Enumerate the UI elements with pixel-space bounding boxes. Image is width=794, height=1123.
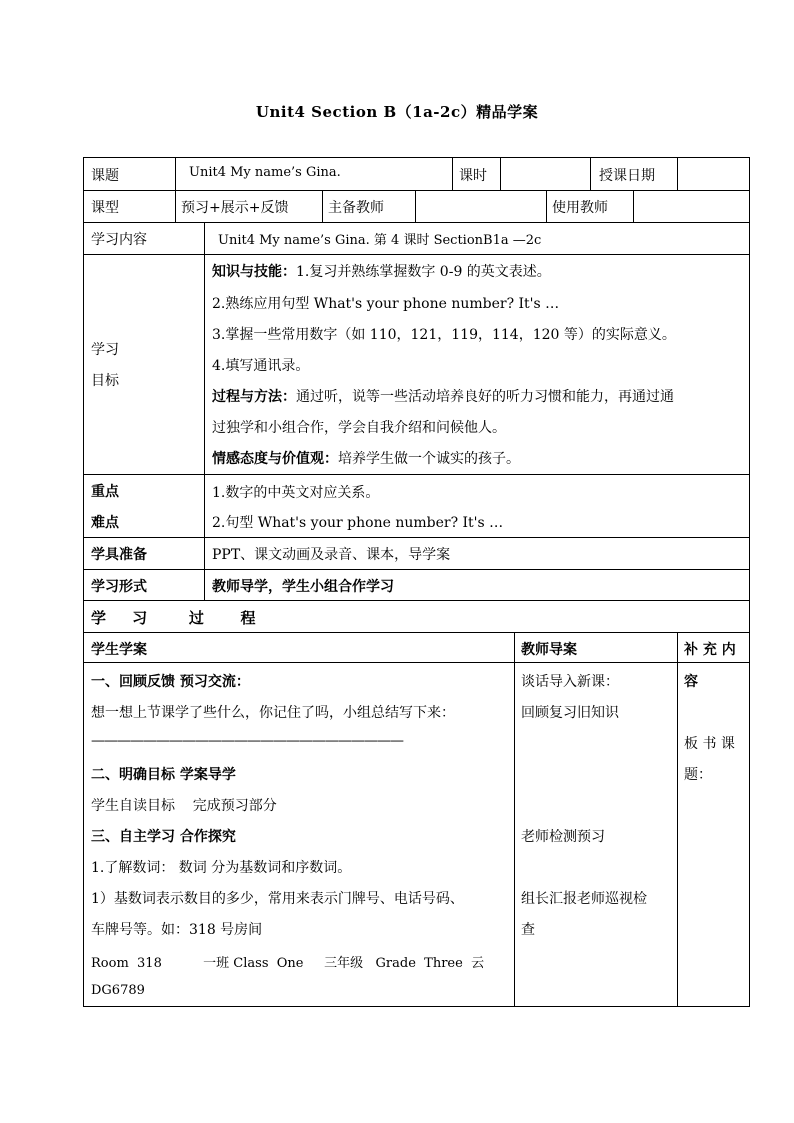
student-text-1: 想一想上节课学了些什么，你记住了吗，小组总结写下来： [91, 705, 455, 721]
subject-value: Unit4 My name’s Gina. [189, 165, 341, 180]
lead-teacher-label: 主备教师 [328, 200, 384, 216]
tools-value: PPT、课文动画及录音、课本，导学案 [212, 547, 451, 563]
extra-text-1: 容 [684, 674, 698, 690]
student-blank-line: ———————————————————————— [91, 733, 403, 749]
date-label: 授课日期 [599, 168, 655, 184]
student-section-1: 一、回顾反馈 预习交流： [91, 674, 250, 690]
teacher-text-3: 老师检测预习 [521, 829, 605, 845]
objective-line-7: 情感态度与价值观：培养学生做一个诚实的孩子。 [212, 451, 520, 467]
objective-line-5: 过程与方法：通过听，说等一些活动培养良好的听力习惯和能力，再通过通 [212, 389, 674, 405]
type-label: 课型 [91, 200, 119, 216]
key-point-line-2: 2.句型 What's your phone number? It's … [212, 515, 504, 531]
student-section-2: 二、明确目标 学案导学 [91, 767, 236, 783]
teacher-text-2: 回顾复习旧知识 [521, 705, 619, 721]
content-label: 学习内容 [91, 232, 147, 248]
form-label: 学习形式 [91, 579, 147, 595]
objective-line-6: 过独学和小组合作，学会自我介绍和问候他人。 [212, 420, 506, 436]
student-text-3c: 车牌号等。如：318 号房间 [91, 922, 263, 938]
student-column-header: 学生学案 [91, 642, 147, 658]
student-text-3a: 1.了解数词： 数词 分为基数词和序数词。 [91, 860, 352, 876]
content-value: Unit4 My name’s Gina. 第 4 课时 SectionB1a —2c [218, 233, 542, 248]
student-text-2: 学生自读目标 完成预习部分 [91, 798, 277, 814]
tools-label: 学具准备 [91, 547, 147, 563]
period-label: 课时 [459, 168, 487, 184]
student-text-3d: Room 318 一班 Class One 三年级 Grade Three 云 [91, 956, 485, 971]
extra-text-2: 板 书 课 [684, 736, 735, 752]
document-title: Unit4 Section B（1a-2c）精品学案 [255, 103, 539, 121]
objective-line-2: 2.熟练应用句型 What's your phone number? It's … [212, 296, 560, 312]
form-value: 教师导学，学生小组合作学习 [212, 579, 394, 595]
teacher-text-5: 查 [521, 922, 535, 938]
objectives-label-1: 学习 [91, 342, 119, 358]
difficulty-label: 难点 [91, 515, 119, 531]
teacher-text-1: 谈话导入新课： [521, 674, 619, 690]
teacher-column-header: 教师导案 [521, 642, 577, 658]
teacher-text-4: 组长汇报老师巡视检 [521, 891, 647, 907]
user-teacher-label: 使用教师 [552, 200, 608, 216]
student-section-3: 三、自主学习 合作探究 [91, 829, 236, 845]
process-header: 学 习 过 程 [91, 609, 256, 627]
objectives-label-2: 目标 [91, 373, 119, 389]
extra-text-3: 题： [684, 767, 712, 783]
extra-column-header: 补 充 内 [684, 642, 736, 658]
key-label: 重点 [91, 484, 119, 500]
key-point-line-1: 1.数字的中英文对应关系。 [212, 485, 380, 501]
objective-line-3: 3.掌握一些常用数字（如 110，121，119，114，120 等）的实际意义。 [212, 327, 676, 343]
type-value: 预习+展示+反馈 [181, 200, 289, 216]
objective-line-4: 4.填写通讯录。 [212, 358, 310, 374]
objective-line-1: 知识与技能：1.复习并熟练掌握数字 0-9 的英文表述。 [212, 264, 551, 280]
student-text-3b: 1）基数词表示数目的多少，常用来表示门牌号、电话号码、 [91, 891, 464, 907]
subject-label: 课题 [91, 168, 119, 184]
student-text-3e: DG6789 [91, 983, 145, 998]
